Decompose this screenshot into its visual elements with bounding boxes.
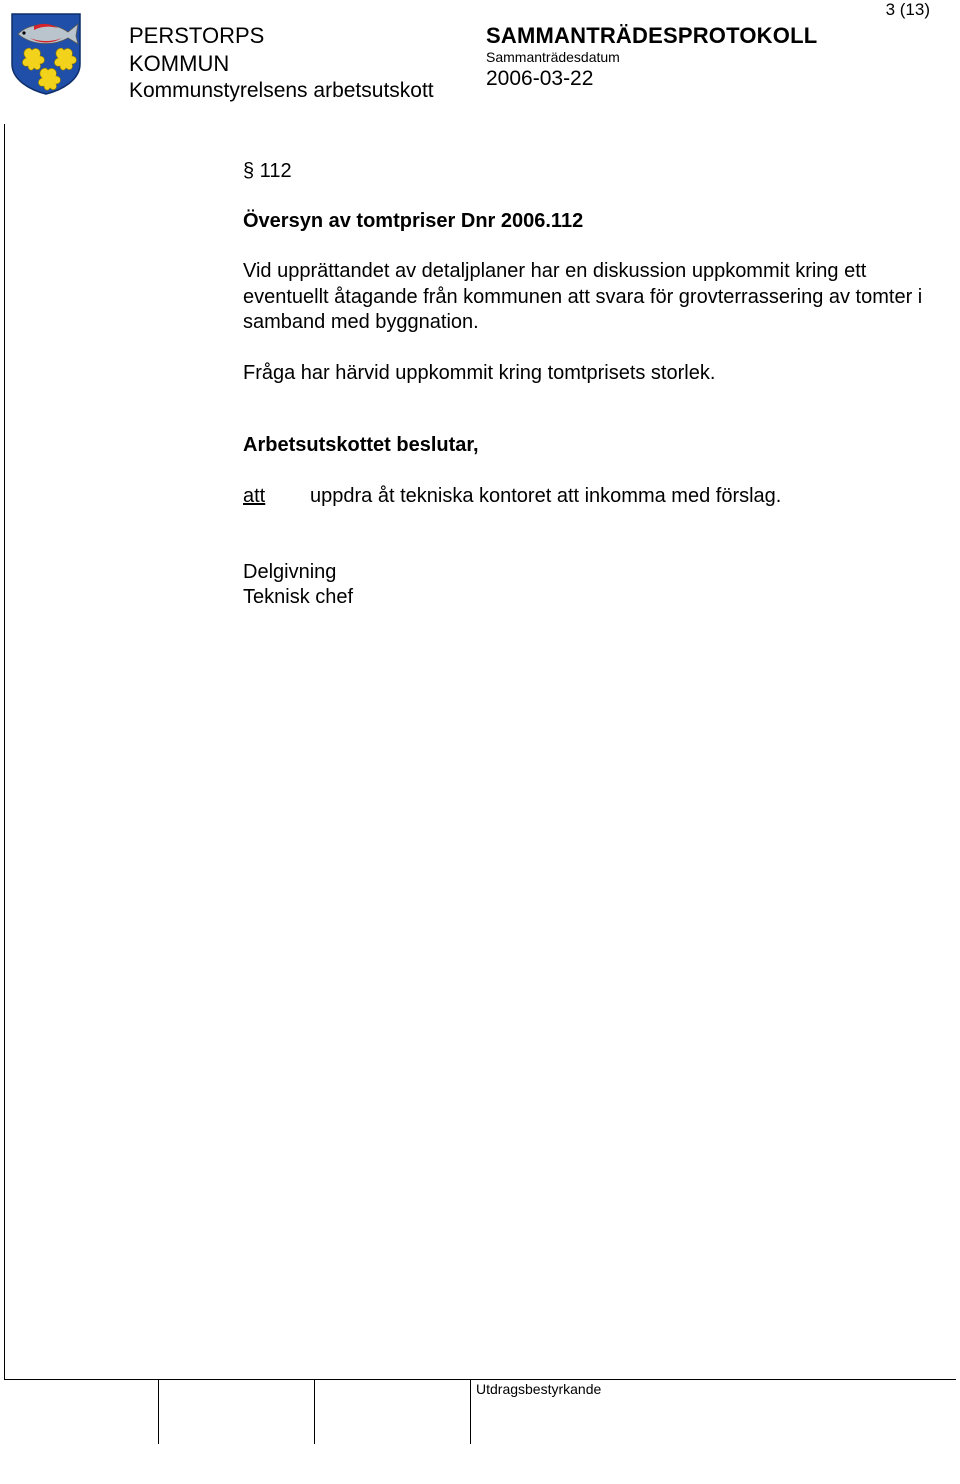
footer-rule <box>4 1379 956 1380</box>
document-title: SAMMANTRÄDESPROTOKOLL <box>486 23 818 48</box>
decision-text: uppdra åt tekniska kontoret att inkomma med förslag. <box>310 485 782 507</box>
decision-keyword: att <box>243 485 266 507</box>
paragraph-number: § 112 <box>243 160 292 182</box>
body-paragraph-2: Fråga har härvid uppkommit kring tomtprisets storlek. <box>243 362 716 384</box>
delivery-recipient: Teknisk chef <box>243 586 354 608</box>
committee-name: Kommunstyrelsens arbetsutskott <box>129 79 434 102</box>
left-margin-rule <box>4 124 5 1380</box>
certification-label: Utdragsbestyrkande <box>476 1381 602 1397</box>
page-number: 3 (13) <box>885 0 930 19</box>
meeting-date-label: Sammanträdesdatum <box>486 49 620 65</box>
signature-box-divider <box>314 1380 315 1444</box>
section-heading: Översyn av tomtpriser Dnr 2006.112 <box>243 210 584 232</box>
meeting-date: 2006-03-22 <box>486 67 594 90</box>
municipal-crest-icon <box>10 12 82 96</box>
signature-box-divider <box>470 1380 471 1444</box>
body-paragraph-1: Vid upprättandet av detaljplaner har en diskussion uppkommit kring ett eventuellt åtagande från kommunen att svara för grovterrassering av tomter i samband med byggnation. <box>243 260 923 333</box>
signature-box-divider <box>158 1380 159 1444</box>
delivery-heading: Delgivning <box>243 561 337 583</box>
org-name-line-1: PERSTORPS <box>129 23 265 48</box>
decision-heading: Arbetsutskottet beslutar, <box>243 434 479 456</box>
org-name-line-2: KOMMUN <box>129 51 230 76</box>
